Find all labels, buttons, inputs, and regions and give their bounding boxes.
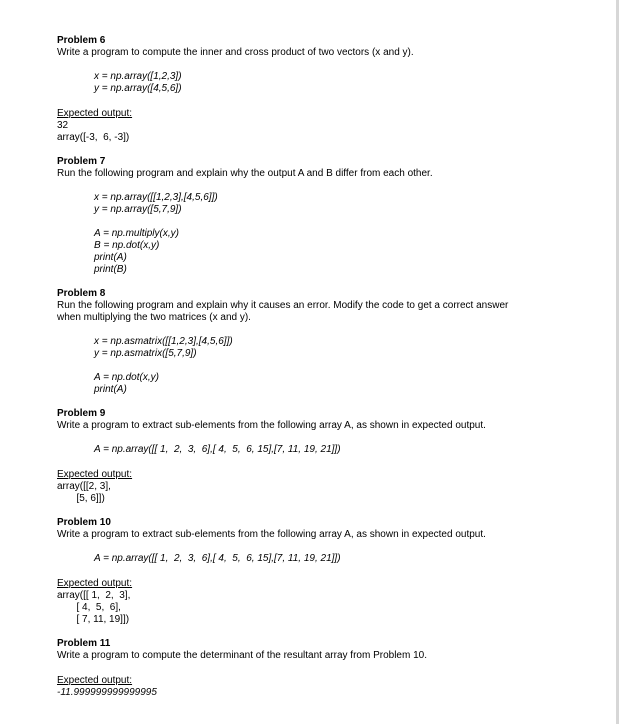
code-line: x = np.array([1,2,3]) xyxy=(94,71,182,82)
problem-title: Problem 10 xyxy=(57,517,111,528)
code-line: y = np.asmatrix([5,7,9]) xyxy=(94,348,197,359)
output-line: [ 7, 11, 19]]) xyxy=(57,614,130,625)
code-line: print(A) xyxy=(94,384,127,395)
problem-7 xyxy=(57,156,597,276)
problem-description: Run the following program and explain why the output A and B differ from each other. xyxy=(57,168,433,179)
code-block xyxy=(94,228,597,276)
problem-title: Problem 8 xyxy=(57,288,106,299)
expected-output-label: Expected output: xyxy=(57,578,133,589)
problem-9 xyxy=(57,408,597,505)
code-line: A = np.array([[ 1, 2, 3, 6],[ 4, 5, 6, 15],[7, 11, 19, 21]]) xyxy=(94,553,341,564)
code-block xyxy=(94,553,597,565)
code-block xyxy=(94,336,597,360)
code-line: print(B) xyxy=(94,264,127,275)
output-line: array([-3, 6, -3]) xyxy=(57,132,130,143)
code-block xyxy=(94,372,597,396)
problem-title: Problem 11 xyxy=(57,638,111,649)
problem-description: Write a program to extract sub-elements from the following array A, as shown in expected output. xyxy=(57,529,486,540)
problem-description-line: Run the following program and explain why it causes an error. Modify the code to get a correct answer xyxy=(57,300,509,311)
code-line: y = np.array([5,7,9]) xyxy=(94,204,182,215)
code-block xyxy=(94,444,597,456)
document xyxy=(57,35,597,711)
code-block xyxy=(94,71,597,95)
expected-output xyxy=(57,108,597,144)
output-line: array([[2, 3], xyxy=(57,481,111,492)
expected-output xyxy=(57,578,597,626)
problem-title: Problem 6 xyxy=(57,35,106,46)
problem-description: Write a program to compute the determinant of the resultant array from Problem 10. xyxy=(57,650,427,661)
expected-output xyxy=(57,469,597,505)
expected-output-label: Expected output: xyxy=(57,675,133,686)
output-line: -11.999999999999995 xyxy=(57,687,157,698)
code-block xyxy=(94,192,597,216)
output-line: array([[ 1, 2, 3], xyxy=(57,590,131,601)
problem-description: Write a program to compute the inner and cross product of two vectors (x and y). xyxy=(57,47,414,58)
expected-output-label: Expected output: xyxy=(57,108,133,119)
problem-6 xyxy=(57,35,597,144)
problem-title: Problem 9 xyxy=(57,408,106,419)
output-line: 32 xyxy=(57,120,69,131)
problem-11 xyxy=(57,638,597,699)
code-line: x = np.array([[1,2,3],[4,5,6]]) xyxy=(94,192,218,203)
problem-description-line: when multiplying the two matrices (x and y). xyxy=(57,312,251,323)
code-line: A = np.array([[ 1, 2, 3, 6],[ 4, 5, 6, 15],[7, 11, 19, 21]]) xyxy=(94,444,341,455)
code-line: B = np.dot(x,y) xyxy=(94,240,160,251)
problem-8 xyxy=(57,288,597,396)
expected-output xyxy=(57,675,597,699)
problem-description: Write a program to extract sub-elements from the following array A, as shown in expected output. xyxy=(57,420,486,431)
code-line: A = np.multiply(x,y) xyxy=(94,228,179,239)
problem-10 xyxy=(57,517,597,626)
output-line: [ 4, 5, 6], xyxy=(57,602,121,613)
code-line: y = np.array([4,5,6]) xyxy=(94,83,182,94)
code-line: print(A) xyxy=(94,252,127,263)
problem-title: Problem 7 xyxy=(57,156,106,167)
expected-output-label: Expected output: xyxy=(57,469,133,480)
output-line: [5, 6]]) xyxy=(57,493,105,504)
code-line: x = np.asmatrix([[1,2,3],[4,5,6]]) xyxy=(94,336,233,347)
code-line: A = np.dot(x,y) xyxy=(94,372,159,383)
